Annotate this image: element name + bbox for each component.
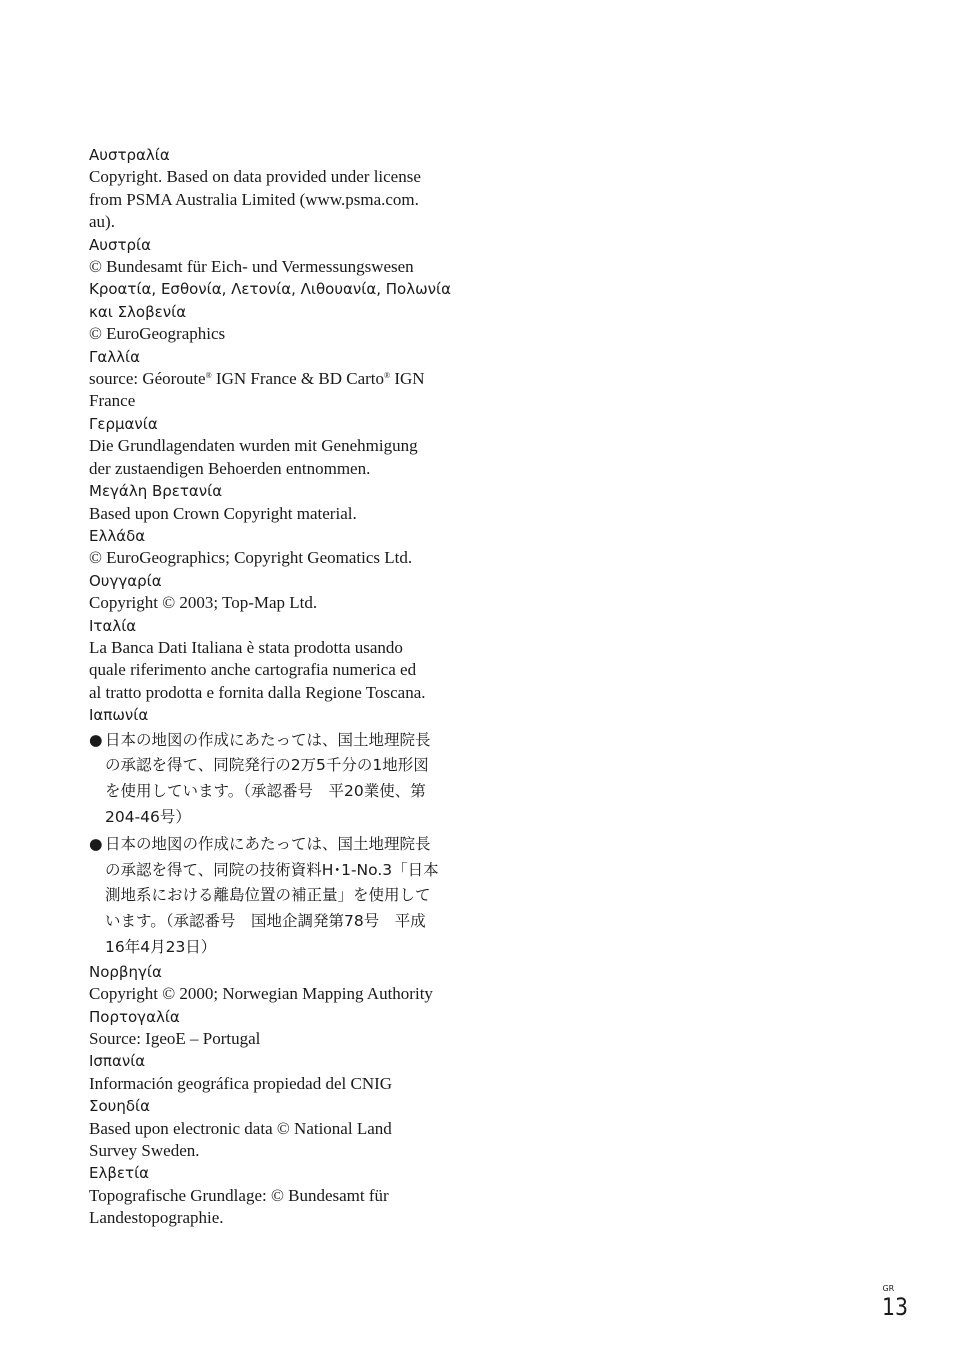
bullet-icon: ● [89, 730, 103, 749]
text-line: Based upon Crown Copyright material. [89, 503, 357, 523]
text-line: France [89, 391, 136, 411]
country-text-portugal [89, 1028, 464, 1050]
text-fragment: source: Géoroute [89, 369, 206, 389]
japan-notice-list [89, 728, 464, 961]
country-heading-france: Γαλλία [89, 347, 140, 366]
country-heading-hungary: Ουγγαρία [89, 571, 162, 590]
heading-line: Κροατία, Εσθονία, Λετονία, Λιθουανία, Πολωνία [89, 280, 451, 299]
country-heading-portugal: Πορτογαλία [89, 1007, 180, 1026]
list-item [89, 832, 464, 961]
country-text-italy [89, 637, 464, 704]
registered-mark: ® [384, 371, 391, 381]
country-text-great-britain [89, 503, 464, 525]
text-line: Copyright © 2003; Top-Map Ltd. [89, 593, 318, 613]
country-text-france [89, 368, 464, 413]
text-line: Source: IgeoE – Portugal [89, 1028, 261, 1048]
country-text-greece [89, 547, 464, 569]
text-line: Copyright © 2000; Norwegian Mapping Authority [89, 984, 433, 1004]
country-heading-italy: Ιταλία [89, 616, 137, 635]
country-heading-balkans [89, 278, 464, 323]
text-line: der zustaendigen Behoerden entnommen. [89, 458, 371, 478]
text-line: from PSMA Australia Limited (www.psma.com. [89, 189, 419, 209]
page-footer [882, 1284, 913, 1320]
text-line: 日本の地図の作成にあたっては、国土地理院長 [105, 834, 431, 853]
page-number: 13 [882, 1293, 909, 1321]
country-text-austria [89, 256, 464, 278]
text-line: Based upon electronic data © National Land [89, 1118, 392, 1138]
text-line: La Banca Dati Italiana è stata prodotta usando [89, 637, 403, 657]
country-text-germany [89, 435, 464, 480]
text-line: 日本の地図の作成にあたっては、国土地理院長 [105, 730, 431, 749]
text-line: au). [89, 212, 115, 232]
country-heading-sweden: Σουηδία [89, 1097, 150, 1116]
text-line: Información geográfica propiedad del CNIG [89, 1073, 393, 1093]
country-heading-switzerland: Ελβετία [89, 1164, 150, 1183]
country-text-spain [89, 1073, 464, 1095]
country-text-sweden [89, 1118, 464, 1163]
country-heading-australia: Αυστραλία [89, 146, 170, 164]
bullet-icon: ● [89, 834, 103, 853]
text-line: al tratto prodotta e fornita dalla Regione Toscana. [89, 682, 426, 702]
heading-line: και Σλοβενία [89, 302, 187, 321]
country-heading-austria: Αυστρία [89, 235, 151, 254]
text-line: Copyright. Based on data provided under license [89, 167, 421, 187]
text-fragment: IGN France & BD Carto [211, 369, 384, 389]
text-line: quale riferimento anche cartografia numerica ed [89, 660, 417, 680]
registered-mark: ® [205, 371, 212, 381]
text-line: 16年4月23日） [105, 937, 217, 956]
text-line: Die Grundlagendaten wurden mit Genehmigung [89, 436, 418, 456]
country-text-balkans [89, 323, 464, 345]
country-heading-greece: Ελλάδα [89, 526, 146, 545]
list-item [89, 728, 464, 831]
text-fragment: IGN [390, 369, 425, 389]
text-line: Topografische Grundlage: © Bundesamt für [89, 1185, 389, 1205]
text-line: 測地系における離島位置の補正量」を使用して [105, 886, 431, 905]
text-line: を使用しています。（承認番号 平20業使、第 [105, 782, 426, 801]
text-line: います。（承認番号 国地企調発第78号 平成 [105, 912, 426, 931]
language-code: GR [882, 1284, 895, 1293]
country-heading-germany: Γερμανία [89, 414, 158, 433]
text-line: 204-46号） [105, 807, 191, 826]
country-heading-spain: Ισπανία [89, 1052, 146, 1071]
country-text-switzerland [89, 1185, 464, 1230]
country-heading-norway: Νορβηγία [89, 962, 162, 981]
text-line [89, 368, 464, 390]
text-line: の承認を得て、同院の技術資料H･1-No.3「日本 [105, 860, 439, 879]
country-heading-great-britain: Μεγάλη Βρετανία [89, 482, 223, 501]
text-line: © EuroGeographics; Copyright Geomatics Ltd. [89, 548, 413, 568]
text-line: Survey Sweden. [89, 1140, 200, 1160]
country-heading-japan: Ιαπωνία [89, 706, 149, 725]
text-line: © EuroGeographics [89, 324, 226, 344]
country-text-hungary [89, 592, 464, 614]
text-line: の承認を得て、同院発行の2万5千分の1地形図 [105, 756, 429, 775]
copyright-notices [89, 144, 464, 1230]
text-line: Landestopographie. [89, 1208, 224, 1228]
text-line: © Bundesamt für Eich- und Vermessungswesen [89, 257, 414, 277]
country-text-australia [89, 166, 464, 233]
country-text-norway [89, 983, 464, 1005]
